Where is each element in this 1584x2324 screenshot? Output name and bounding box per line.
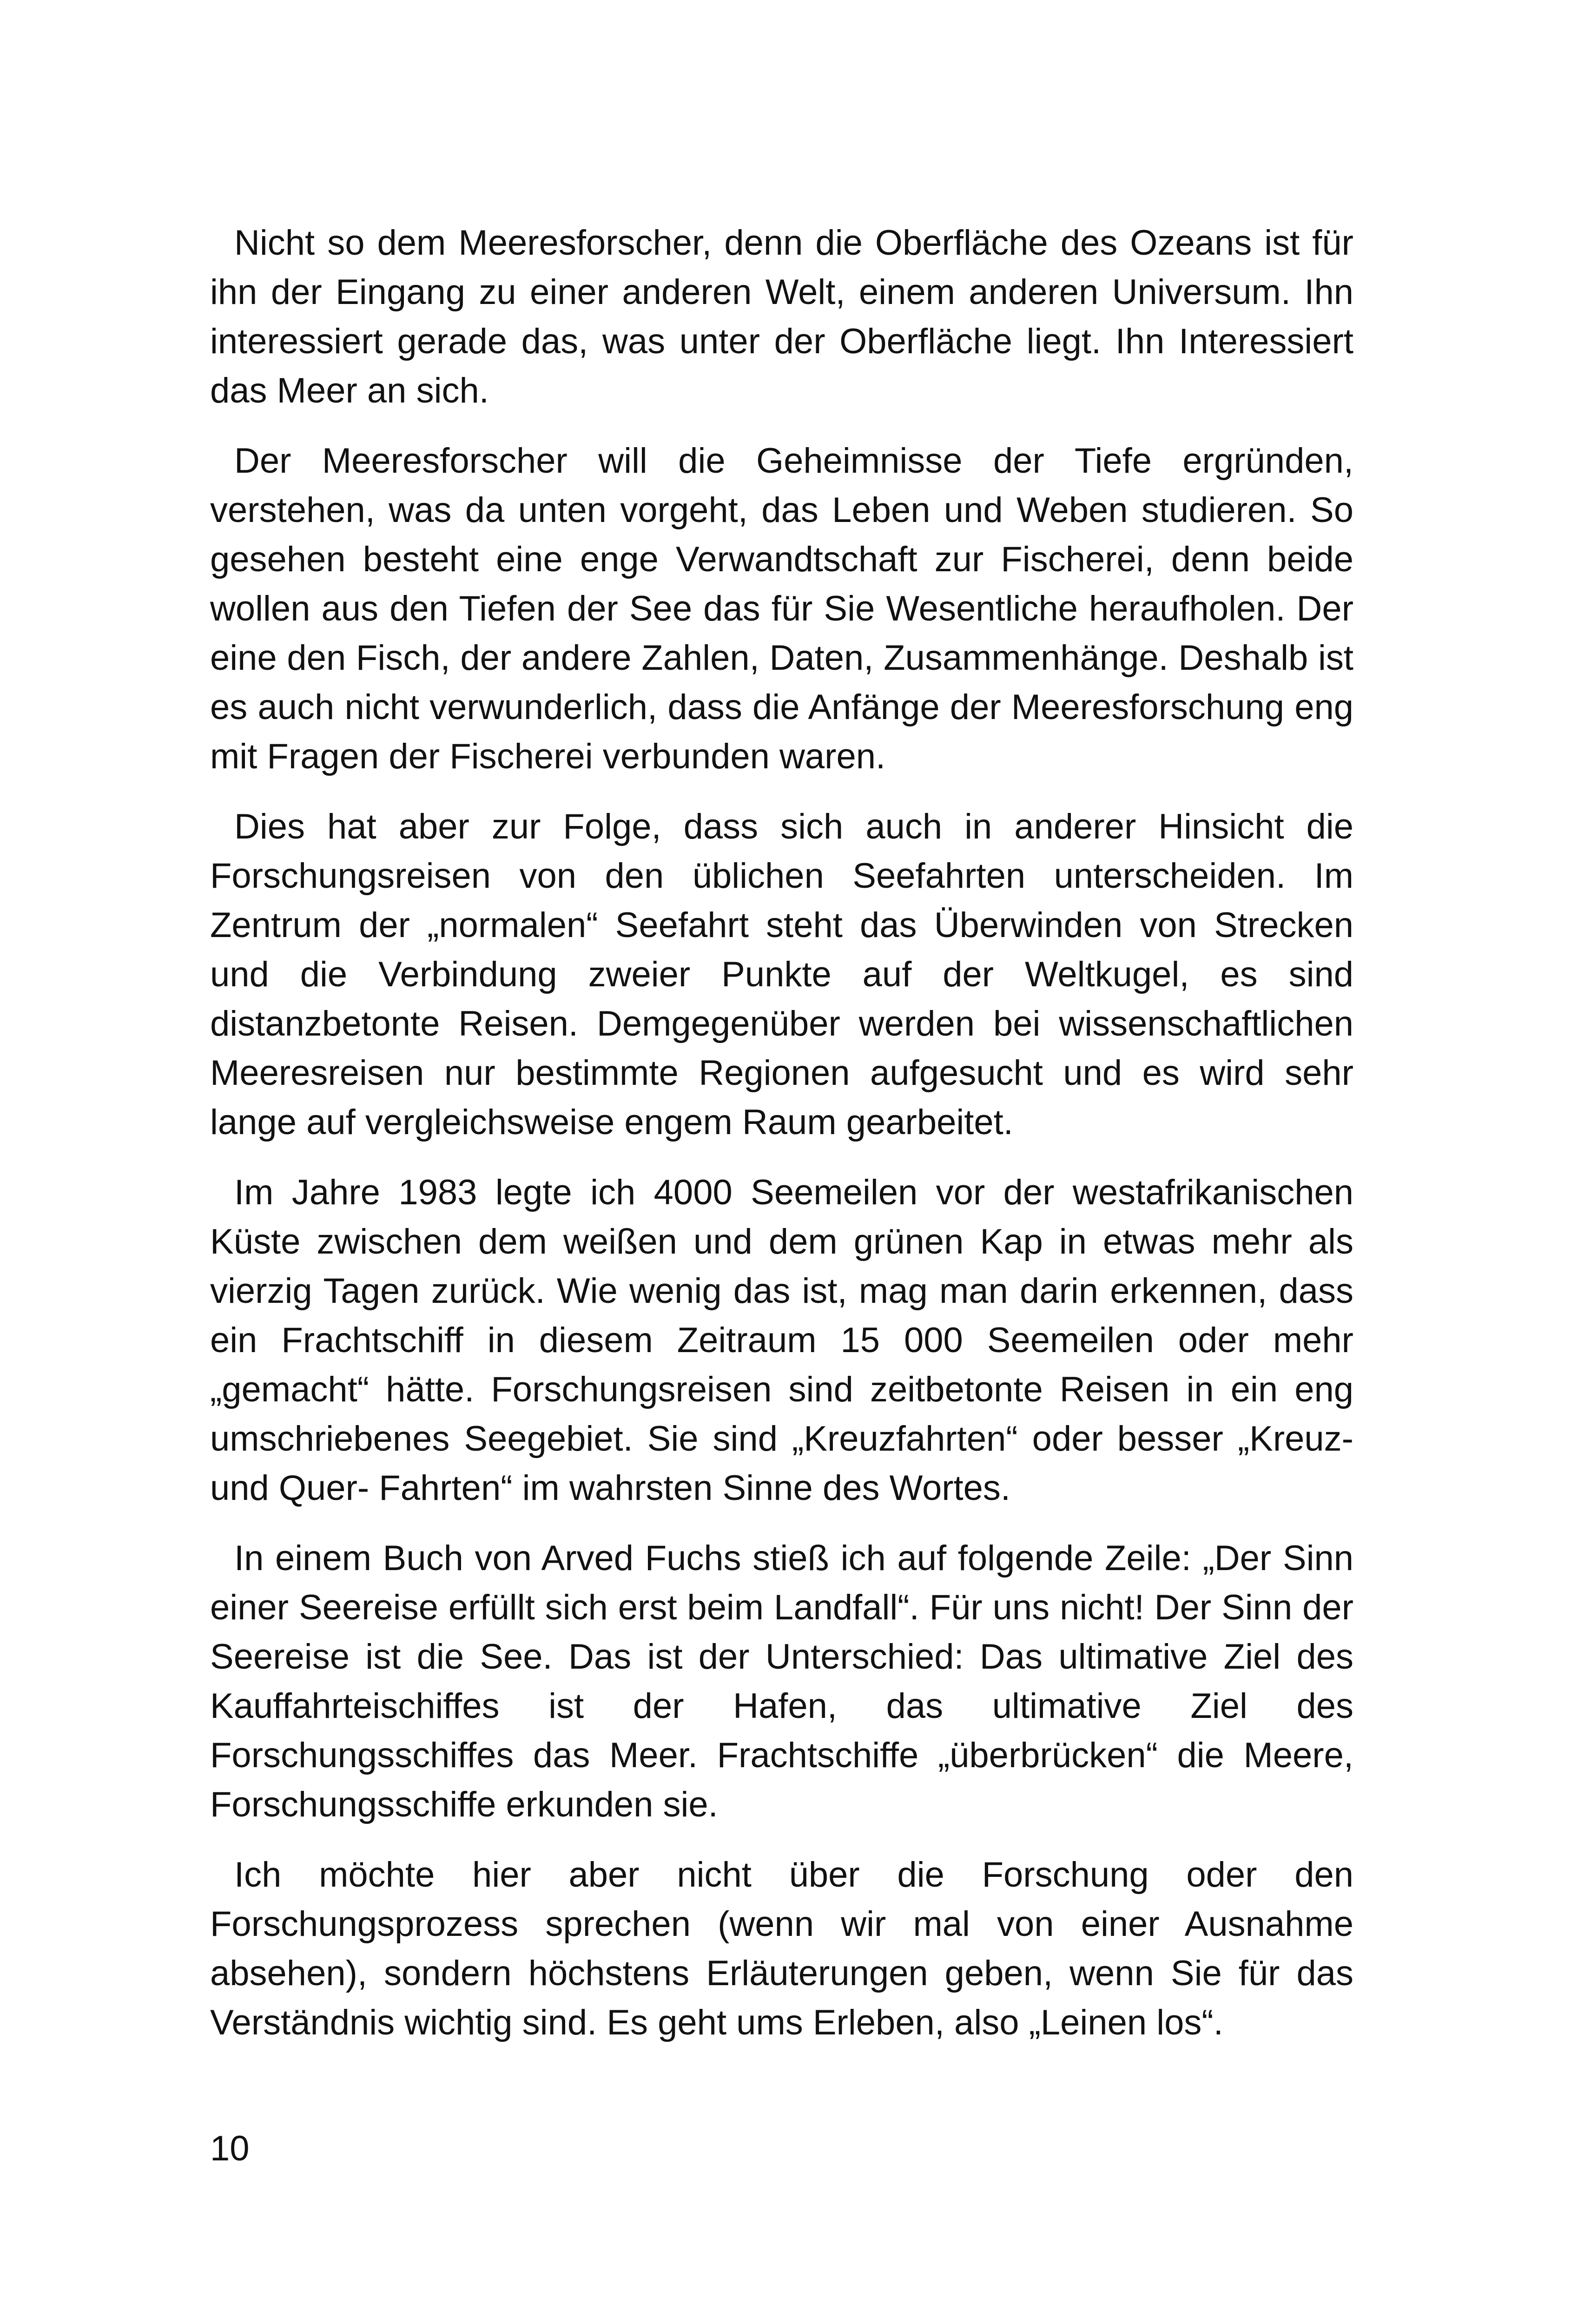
page-number: 10 <box>210 2129 250 2168</box>
paragraph-1: Nicht so dem Meeresforscher, denn die Oberfläche des Ozeans ist für ihn der Eingang zu einer anderen Welt, einem anderen Universum. Ihn interessiert gerade das, was unter der Oberfläche liegt. Ihn Interessiert das Meer an sich. <box>210 223 1353 410</box>
paragraph-6: Ich möchte hier aber nicht über die Forschung oder den Forschungsprozess sprechen (wenn wir mal von einer Ausnahme absehen), sondern höchstens Erläuterungen geben, wenn Sie für das Verständnis wichtig sind. Es geht ums Erleben, also „Leinen los“. <box>210 1855 1353 2042</box>
paragraph-2: Der Meeresforscher will die Geheimnisse der Tiefe ergründen, verstehen, was da unten vorgeht, das Leben und Weben studieren. So gesehen besteht eine enge Verwandtschaft zur Fischerei, denn beide wollen aus den Tiefen der See das für Sie Wesentliche heraufholen. Der eine den Fisch, der andere Zahlen, Daten, Zusammenhänge. Deshalb ist es auch nicht verwunderlich, dass die Anfänge der Meeresforschung eng mit Fragen der Fischerei verbunden waren. <box>210 441 1353 776</box>
body-text <box>210 218 1353 2068</box>
paragraph-4: Im Jahre 1983 legte ich 4000 Seemeilen vor der westafrikanischen Küste zwischen dem weißen und dem grünen Kap in etwas mehr als vierzig Tagen zurück. Wie wenig das ist, mag man darin erkennen, dass ein Frachtschiff in diesem Zeitraum 15 000 Seemeilen oder mehr „gemacht“ hätte. Forschungsreisen sind zeitbetonte Reisen in ein eng umschriebenes Seegebiet. Sie sind „Kreuzfahrten“ oder besser „Kreuz- und Quer- Fahrten“ im wahrsten Sinne des Wortes. <box>210 1173 1353 1508</box>
paragraph-5: In einem Buch von Arved Fuchs stieß ich auf folgende Zeile: „Der Sinn einer Seereise erfüllt sich erst beim Landfall“. Für uns nicht! Der Sinn der Seereise ist die See. Das ist der Unterschied: Das ultimative Ziel des Kauffahrteischiffes ist der Hafen, das ultimative Ziel des Forschungsschiffes das Meer. Frachtschiffe „überbrücken“ die Meere, Forschungsschiffe erkunden sie. <box>210 1538 1353 1824</box>
paragraph-3: Dies hat aber zur Folge, dass sich auch in anderer Hinsicht die Forschungsreisen von den üblichen Seefahrten unterscheiden. Im Zentrum der „normalen“ Seefahrt steht das Überwinden von Strecken und die Verbindung zweier Punkte auf der Weltkugel, es sind distanzbetonte Reisen. Demgegenüber werden bei wissenschaftlichen Meeresreisen nur bestimmte Regionen aufgesucht und es wird sehr lange auf vergleichsweise engem Raum gearbeitet. <box>210 807 1353 1142</box>
